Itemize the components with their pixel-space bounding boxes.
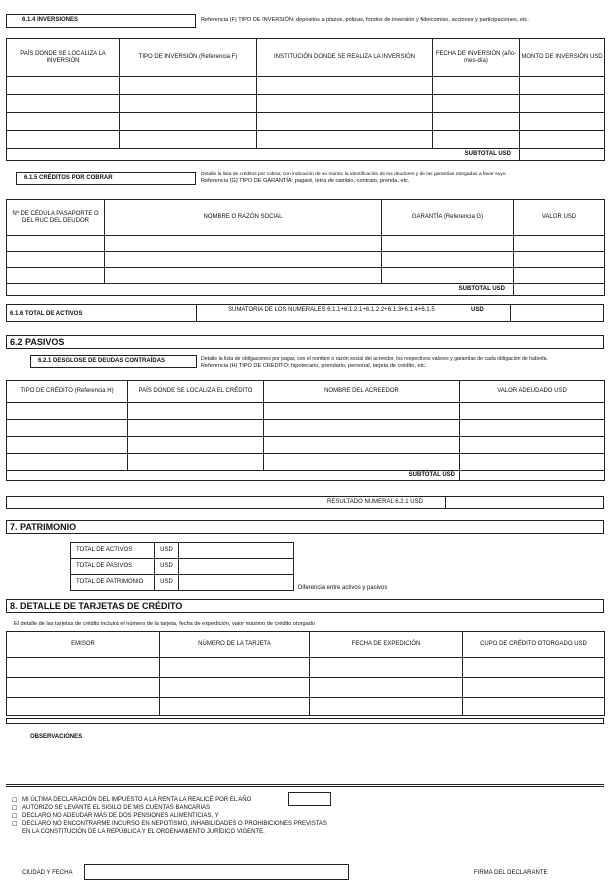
subtotal-value[interactable] bbox=[514, 284, 605, 296]
checkbox-icon[interactable]: ☐ bbox=[12, 822, 18, 828]
total-assets-value[interactable] bbox=[511, 305, 603, 321]
col-header-card-number: NÚMERO DE LA TARJETA bbox=[160, 632, 310, 658]
equity-assets-label: TOTAL DE ACTIVOS bbox=[71, 543, 155, 559]
col-header-issuer: EMISOR bbox=[7, 632, 160, 658]
equity-table bbox=[70, 542, 294, 591]
equity-total-usd: USD bbox=[155, 575, 179, 591]
last-tax-year-input[interactable] bbox=[288, 792, 331, 806]
table-row[interactable] bbox=[7, 420, 605, 437]
subtotal-label: SUBTOTAL USD bbox=[7, 284, 514, 296]
col-header-date: FECHA DE INVERSIÓN (año-mes-día) bbox=[433, 39, 520, 77]
col-header-owed: VALOR ADEUDADO USD bbox=[460, 381, 605, 403]
subtotal-label: SUBTOTAL USD bbox=[7, 149, 520, 161]
table-row[interactable] bbox=[7, 252, 605, 268]
subtotal-label: SUBTOTAL USD bbox=[7, 471, 460, 481]
declaration-4: DECLARO NO ENCONTRARME INCURSO EN NEPOTISMO, INHABILIDADES O PROHIBICIONES PREVISTAS bbox=[22, 821, 327, 827]
equity-liabilities-value[interactable] bbox=[179, 559, 294, 575]
section-621-note-1: Detalle la lista de obligaciones por pagar, con el nombre o razón social del acreedor, los respectivos valores y garantías de cada obligación de haberla. bbox=[201, 356, 548, 362]
table-row[interactable] bbox=[7, 403, 605, 420]
col-header-issue-date: FECHA DE EXPEDICIÓN bbox=[310, 632, 463, 658]
investments-table bbox=[6, 38, 605, 161]
col-header-institution: INSTITUCIÓN DONDE SE REALIZA LA INVERSIÓN bbox=[257, 39, 433, 77]
col-header-name: NOMBRE O RAZÓN SOCIAL bbox=[105, 200, 382, 236]
table-row[interactable] bbox=[7, 113, 605, 131]
signature-label: FIRMA DEL DECLARANTE bbox=[474, 870, 548, 876]
table-row[interactable] bbox=[7, 268, 605, 284]
section-615-note-1: Detalle la lista de créditos por cobrar, con indicación de su monto, la identificación de los deudores y de las garantías otorgadas a favor suyo. bbox=[201, 172, 507, 177]
section-614-note: Referencia (F) TIPO DE INVERSIÓN: depósitos a plazos, pólizas, fondos de inversión y fideicomiso, acciones y participaciones, etc. bbox=[201, 17, 529, 23]
section-615-label: 6.1.5 CRÉDITOS POR COBRAR bbox=[24, 175, 113, 181]
subtotal-value[interactable] bbox=[520, 149, 605, 161]
checkbox-icon[interactable]: ☐ bbox=[12, 798, 18, 804]
equity-assets-value[interactable] bbox=[179, 543, 294, 559]
section-614-label: 6.1.4 INVERSIONES bbox=[22, 17, 79, 23]
col-header-country: PAÍS DONDE SE LOCALIZA LA INVERSIÓN bbox=[7, 39, 120, 77]
section-62-title: 6.2 PASIVOS bbox=[10, 337, 65, 347]
section-621-note-2: Referencia (H) TIPO DE CRÉDITO: hipotecario, prendario, personal, tarjeta de crédito, etc. bbox=[201, 363, 427, 369]
section-8-title: 8. DETALLE DE TARJETAS DE CRÉDITO bbox=[10, 601, 183, 611]
col-header-limit: CUPO DE CRÉDITO OTORGADO USD bbox=[463, 632, 605, 658]
city-date-label: CIUDAD Y FECHA bbox=[22, 870, 73, 876]
checkbox-icon[interactable]: ☐ bbox=[12, 814, 18, 820]
observations-area[interactable] bbox=[6, 745, 604, 783]
equity-total-value[interactable] bbox=[179, 575, 294, 591]
col-header-id: Nº DE CÉDULA PASAPORTE O DEL RUC DEL DEUDOR bbox=[7, 200, 105, 236]
col-header-creditor: NOMBRE DEL ACREEDOR bbox=[264, 381, 460, 403]
divider-bar bbox=[6, 718, 604, 724]
section-7-title-box bbox=[6, 520, 604, 534]
declaration-5: EN LA CONSTITUCIÓN DE LA REPÚBLICA Y EL ORDENAMIENTO JURÍDICO VIGENTE. bbox=[22, 829, 265, 835]
table-row[interactable] bbox=[7, 437, 605, 454]
table-row[interactable] bbox=[7, 658, 605, 678]
subtotal-value[interactable] bbox=[460, 471, 605, 481]
result-621-label: RESULTADO NUMERAL 6.2.1 USD bbox=[327, 499, 423, 505]
equity-note: Diferencia entre activos y pasivos bbox=[298, 585, 388, 591]
table-row[interactable] bbox=[7, 95, 605, 113]
col-header-amount: MONTO DE INVERSIÓN USD bbox=[520, 39, 605, 77]
declaration-3: DECLARO NO ADEUDAR MÁS DE DOS PENSIONES ALIMENTICIAS, Y bbox=[22, 813, 219, 819]
section-8-note: El detalle de las tarjetas de crédito incluirá el número de la tarjeta, fecha de expedición, valor máximo de crédito otorgado bbox=[14, 621, 315, 627]
table-row[interactable] bbox=[7, 236, 605, 252]
col-header-type: TIPO DE INVERSIÓN (Referencia F) bbox=[120, 39, 257, 77]
equity-liabilities-label: TOTAL DE PASIVOS bbox=[71, 559, 155, 575]
section-621-label: 6.2.1 DESGLOSE DE DEUDAS CONTRAÍDAS bbox=[38, 358, 166, 364]
table-row[interactable] bbox=[7, 77, 605, 95]
col-header-credit-type: TIPO DE CRÉDITO (Referencia H) bbox=[7, 381, 128, 403]
credits-table bbox=[6, 199, 605, 296]
city-date-input[interactable] bbox=[84, 864, 349, 880]
section-62-title-box bbox=[6, 335, 604, 349]
declaration-2: AUTORIZO SE LEVANTE EL SIGILO DE MIS CUENTAS BANCARIAS bbox=[22, 805, 211, 811]
table-row[interactable] bbox=[7, 678, 605, 698]
section-616-sum: SUMATORIA DE LOS NUMERALES 6.1.1+6.1.2.1+6.1.2.2+6.1.3+6.1.4+6.1.5 bbox=[228, 307, 435, 313]
equity-liabilities-usd: USD bbox=[155, 559, 179, 575]
col-header-value: VALOR USD bbox=[514, 200, 605, 236]
checkbox-icon[interactable]: ☐ bbox=[12, 806, 18, 812]
section-615-note-2: Referencia (G) TIPO DE GARANTÍA: pagaré, letra de cambio, contrato, prenda, etc. bbox=[201, 178, 410, 184]
cards-table bbox=[6, 631, 605, 716]
section-616-usd: USD bbox=[471, 307, 484, 313]
equity-total-label: TOTAL DE PATRIMONIO bbox=[71, 575, 155, 591]
col-header-guarantee: GARANTÍA (Referencia G) bbox=[382, 200, 514, 236]
debts-table bbox=[6, 380, 605, 481]
table-row[interactable] bbox=[7, 454, 605, 471]
observations-label: OBSERVACIONES bbox=[30, 734, 83, 740]
table-row[interactable] bbox=[7, 131, 605, 149]
section-616-label: 6.1.6 TOTAL DE ACTIVOS bbox=[10, 311, 83, 317]
observations-line bbox=[6, 784, 604, 785]
table-row[interactable] bbox=[7, 698, 605, 716]
section-7-title: 7. PATRIMONIO bbox=[10, 522, 77, 532]
result-621-value[interactable] bbox=[446, 497, 603, 508]
col-header-credit-country: PAÍS DONDE SE LOCALIZA EL CRÉDITO bbox=[128, 381, 264, 403]
equity-assets-usd: USD bbox=[155, 543, 179, 559]
declaration-1: MI ÚLTIMA DECLARACIÓN DEL IMPUESTO A LA RENTA LA REALICÉ POR EL AÑO bbox=[22, 797, 252, 803]
